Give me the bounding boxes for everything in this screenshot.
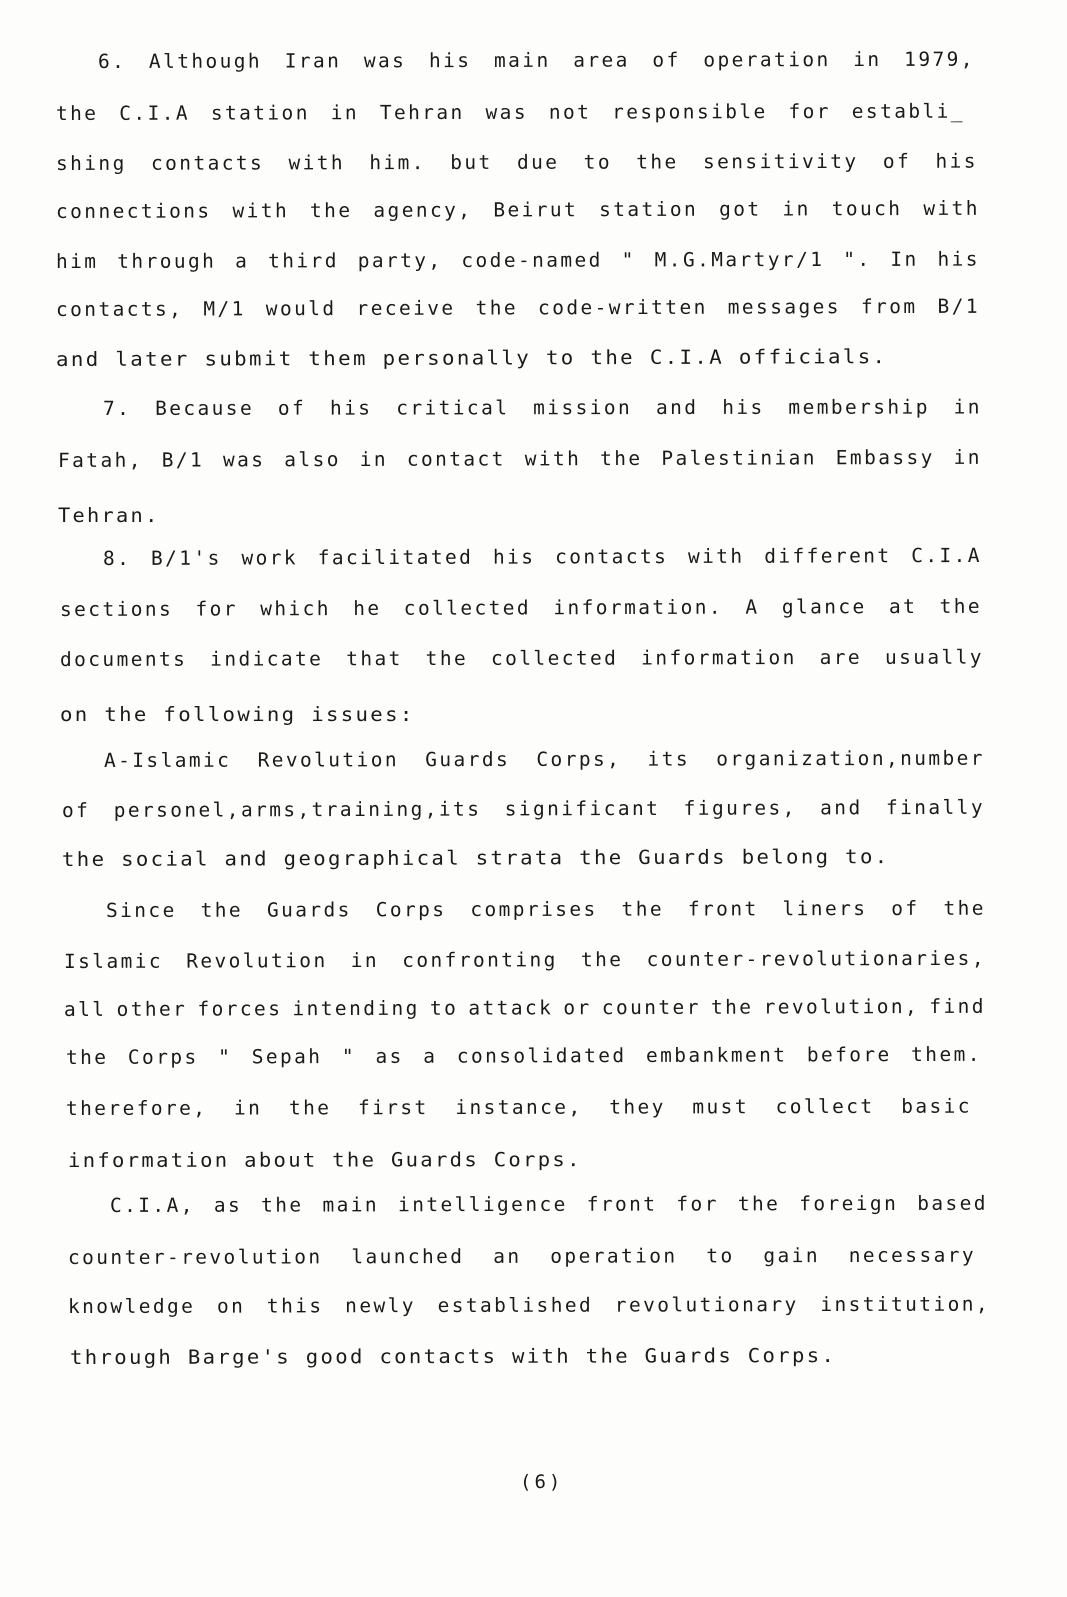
text-line (64, 947, 986, 974)
word: B/1's (150, 546, 222, 570)
word: " (621, 248, 636, 272)
word: Iran (284, 49, 342, 73)
word: the (710, 995, 754, 1019)
word: Revolution (186, 949, 328, 973)
word: B/1 (161, 448, 205, 472)
word: to (583, 150, 612, 174)
word: with (923, 196, 980, 220)
word: in (359, 447, 389, 471)
word: front (586, 1192, 658, 1216)
word: counter-revolutionaries, (646, 946, 986, 971)
word: to (706, 1244, 735, 1268)
word: his (937, 247, 980, 271)
text-line (106, 897, 986, 923)
word: of (61, 798, 91, 822)
word: the (939, 594, 983, 618)
word: launched (351, 1244, 465, 1269)
word: this (266, 1294, 324, 1318)
word: the (621, 897, 664, 921)
word: the (737, 1192, 781, 1216)
text-line (56, 150, 978, 176)
word: responsible (612, 100, 768, 124)
text-line (68, 1244, 976, 1270)
word: revolution, (763, 995, 920, 1019)
word: the (636, 150, 679, 174)
word: forces (197, 997, 283, 1021)
word: Guards (425, 747, 511, 772)
word: for (788, 99, 831, 124)
word: for (676, 1192, 719, 1216)
word: in (953, 395, 982, 419)
word: foreign (799, 1191, 899, 1216)
word: through (117, 249, 217, 273)
word: Beirut (493, 198, 579, 222)
word: C.I.A (119, 101, 191, 125)
word: Palestinian (661, 446, 817, 470)
word: the (261, 1193, 304, 1217)
text-line (60, 595, 982, 622)
word: are (819, 645, 863, 670)
word: messages (727, 295, 841, 319)
word: finally (885, 795, 985, 820)
word: consolidated (456, 1044, 627, 1068)
word: documents (59, 647, 188, 671)
word: or (563, 996, 592, 1020)
word: Corps, (536, 747, 622, 771)
word: also (284, 448, 341, 472)
text-line: through Barge's good contacts with the Guards Corps. (69, 1343, 837, 1369)
word: collected (490, 646, 619, 670)
word: but (450, 150, 493, 174)
word: in (853, 47, 882, 72)
word: of (652, 48, 681, 72)
word: ". (843, 247, 872, 271)
word: a (235, 249, 250, 273)
word: receive (356, 296, 456, 320)
word: information (641, 646, 797, 670)
word: was (222, 448, 266, 472)
word: of (891, 896, 920, 920)
word: different (764, 544, 892, 568)
word: them. (911, 1042, 982, 1067)
word: would (265, 297, 337, 321)
word: party, (357, 248, 443, 273)
word: with (687, 544, 745, 568)
word: contacts (555, 545, 669, 569)
word: the (600, 446, 643, 471)
word: counter (601, 995, 701, 1020)
word: 7. (102, 396, 132, 420)
text-line (58, 446, 982, 473)
word: 8. (102, 546, 132, 570)
word: of (277, 396, 307, 420)
word: institution, (820, 1292, 991, 1317)
word: his (329, 396, 373, 420)
text-line (62, 796, 985, 823)
text-line (64, 995, 986, 1022)
text-line: on the following issues: (60, 703, 415, 726)
text-line (98, 48, 975, 74)
word: operation (550, 1244, 678, 1268)
word: got (719, 197, 762, 221)
word: intelligence (398, 1192, 568, 1217)
word: gain (763, 1244, 820, 1268)
word: necessary (848, 1243, 977, 1267)
word: on (216, 1294, 246, 1318)
word: station (210, 101, 310, 125)
word: him (55, 249, 99, 273)
word: Islamic (63, 949, 164, 973)
word: embankment (645, 1043, 788, 1067)
text-line (103, 395, 982, 421)
word: its (647, 747, 690, 771)
word: glance (781, 595, 867, 619)
word: revolutionary (614, 1293, 799, 1317)
word: the (65, 1045, 109, 1069)
word: newly (345, 1294, 416, 1318)
word: main (322, 1193, 380, 1217)
word: B/1 (937, 294, 981, 318)
text-line (104, 747, 985, 773)
word: the (580, 948, 624, 972)
word: him. (369, 151, 426, 175)
word: 6. (97, 49, 127, 73)
word: contacts, (55, 297, 184, 321)
word: other (116, 997, 188, 1021)
word: the (475, 296, 519, 320)
word: in (953, 445, 982, 469)
word: counter-revolution (67, 1245, 323, 1269)
word: establi_ (851, 99, 965, 123)
word: instance, (455, 1095, 583, 1119)
word: of (882, 149, 912, 173)
word: Corps (127, 1045, 199, 1069)
text-line: information about the Guards Corps. (67, 1148, 582, 1172)
word: collected (403, 596, 532, 620)
word: critical (396, 396, 510, 420)
word: usually (884, 645, 984, 669)
word: C.I.A, (109, 1193, 195, 1217)
word: personel,arms,training,its (113, 797, 482, 822)
word: his (492, 545, 536, 569)
word: the (55, 101, 99, 125)
word: find (929, 994, 986, 1018)
word: as (213, 1193, 243, 1217)
text-line (56, 197, 980, 224)
word: Corps (375, 898, 447, 922)
word: at (888, 595, 918, 619)
word: with (524, 447, 582, 471)
page-number: (6) (520, 1471, 564, 1493)
text-line: and later submit them personally to the C.I.A officials. (55, 345, 888, 371)
word: his (935, 149, 978, 173)
word: attack (468, 996, 554, 1020)
word: that (346, 647, 403, 671)
word: information. (553, 595, 724, 620)
word: they (609, 1095, 666, 1119)
word: third (268, 249, 339, 273)
word: he (353, 596, 382, 620)
word: the (200, 898, 244, 922)
word: code-written (537, 295, 708, 320)
word: for (195, 597, 238, 621)
word: Tehran (379, 100, 465, 125)
word: in (330, 101, 359, 125)
word: first (357, 1096, 429, 1120)
word: liners (782, 897, 868, 921)
word: figures, (683, 796, 797, 820)
word: M.G.Martyr/1 (654, 247, 825, 272)
word: contact (406, 447, 506, 471)
word: collect (775, 1094, 875, 1119)
word: 1979, (904, 47, 975, 71)
word: the (943, 896, 986, 920)
word: contacts (150, 151, 265, 175)
word: station (599, 197, 699, 222)
text-line: the social and geographical strata the Guards belong to. (61, 845, 890, 871)
word: M/1 (203, 297, 246, 321)
word: " (218, 1045, 233, 1069)
word: knowledge (67, 1294, 196, 1318)
word: an (493, 1244, 522, 1268)
word: Fatah, (57, 448, 143, 472)
word: C.I.A (911, 543, 982, 568)
word: sections (59, 597, 174, 621)
word: established (437, 1293, 594, 1318)
word: was (485, 100, 528, 124)
word: basic (901, 1094, 972, 1118)
word: therefore, (65, 1096, 208, 1120)
word: to (429, 996, 459, 1020)
word: organization,number (716, 746, 985, 771)
word: and (820, 796, 863, 820)
word: which (260, 597, 331, 621)
word: from (860, 294, 918, 319)
word: Embassy (835, 445, 935, 470)
text-line: Tehran. (58, 504, 160, 527)
word: comprises (470, 897, 598, 922)
word: a (423, 1044, 438, 1068)
word: before (806, 1043, 892, 1067)
text-line (56, 248, 980, 274)
word: in (782, 197, 811, 221)
text-line (110, 1192, 988, 1218)
word: area (573, 48, 630, 72)
word: indicate (210, 647, 324, 671)
word: Sepah (251, 1045, 323, 1069)
word: based (917, 1191, 988, 1215)
text-line (56, 295, 980, 322)
word: Although (148, 49, 263, 73)
word: and (655, 395, 699, 420)
word: Guards (266, 898, 352, 922)
word: mission (533, 396, 633, 420)
word: sensitivity (702, 149, 859, 174)
word: touch (831, 197, 903, 221)
text-line (56, 100, 965, 126)
word: work (241, 546, 299, 570)
word: confronting (402, 948, 558, 972)
word: must (692, 1095, 749, 1119)
word: in (233, 1096, 263, 1120)
text-line (103, 544, 982, 571)
word: in (350, 948, 380, 972)
text-line (66, 1095, 972, 1121)
word: " (341, 1044, 357, 1069)
word: facilitated (317, 545, 474, 570)
word: the (309, 198, 353, 223)
word: operation (703, 48, 831, 72)
word: front (687, 897, 759, 921)
word: A-Islamic (103, 748, 232, 772)
word: as (375, 1044, 404, 1068)
word: due (516, 150, 560, 174)
word: his (428, 49, 472, 73)
word: not (548, 100, 592, 124)
text-line (60, 646, 984, 672)
word: connections (55, 199, 212, 223)
word: agency, (373, 198, 473, 222)
word: Revolution (257, 748, 399, 772)
word: with (232, 199, 290, 223)
word: was (363, 49, 407, 73)
word: A (745, 595, 760, 619)
text-line (66, 1043, 982, 1070)
text-line (68, 1293, 990, 1319)
word: significant (504, 796, 661, 821)
word: his (722, 395, 765, 419)
word: Since (105, 898, 177, 922)
word: the (288, 1096, 332, 1120)
word: shing (55, 151, 127, 175)
word: with (288, 151, 346, 175)
word: all (63, 997, 107, 1021)
word: membership (788, 395, 930, 419)
word: In (890, 247, 919, 271)
word: the (425, 646, 469, 671)
word: Because (155, 396, 255, 420)
word: code-named (461, 248, 603, 272)
word: main (493, 48, 551, 72)
word: intending (292, 996, 420, 1021)
